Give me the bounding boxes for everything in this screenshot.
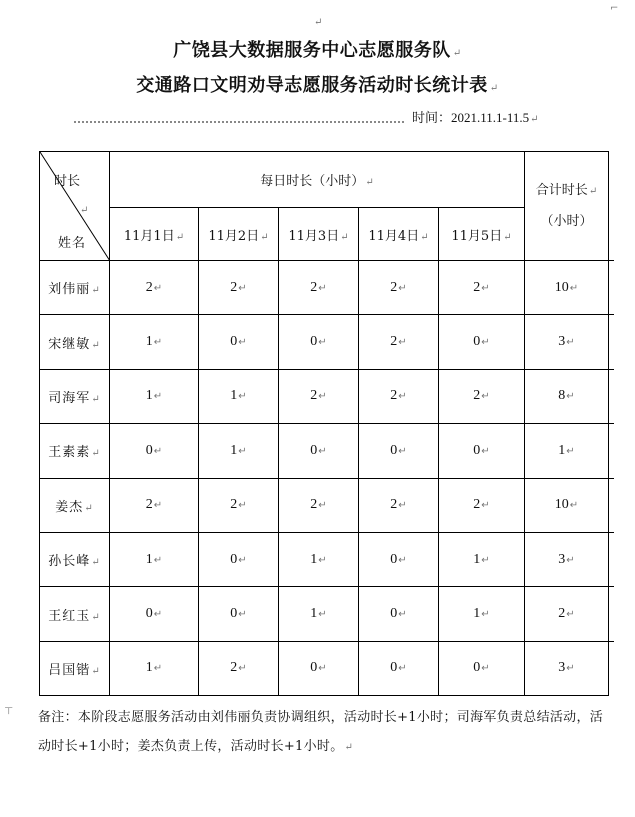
paragraph-mark: ↵ — [260, 231, 269, 243]
daily-hours-cell: 2↵ — [279, 261, 359, 315]
paragraph-mark: ↵ — [566, 663, 575, 675]
paragraph-mark: ↵ — [398, 500, 407, 512]
total-duration-header: 合计时长↵ （小时） — [525, 152, 609, 261]
paragraph-mark: ↵ — [481, 500, 490, 512]
paragraph-mark: ↵ — [91, 285, 101, 297]
total-hours-cell: 10↵ — [525, 261, 609, 315]
total-hours-cell: 3↵ — [525, 532, 609, 586]
row-end-mark — [608, 369, 614, 370]
daily-hours-cell: 2↵ — [279, 369, 359, 423]
daily-hours-cell: 2↵ — [439, 261, 525, 315]
daily-hours-cell: 1↵ — [110, 315, 199, 369]
paragraph-mark: ↵ — [566, 609, 575, 621]
paragraph-mark: ↵ — [398, 337, 407, 349]
table-row — [40, 315, 609, 369]
paragraph-mark: ↵ — [91, 665, 101, 677]
title-line-1: 广饶县大数据服务中心志愿服务队 ↵ — [173, 40, 462, 61]
daily-hours-cell: 0↵ — [199, 532, 279, 586]
volunteer-name: 王红玉↵ — [40, 587, 110, 641]
daily-hours-cell: 2↵ — [359, 261, 439, 315]
paragraph-mark: ↵ — [153, 609, 163, 621]
paragraph-mark: ↵ — [153, 554, 163, 566]
row-end-mark — [608, 478, 614, 479]
paragraph-mark: ↵ — [481, 391, 490, 403]
paragraph-mark: ↵ — [569, 282, 579, 294]
total-hours-cell: 8↵ — [525, 369, 609, 423]
volunteer-name: 姜杰↵ — [40, 478, 110, 532]
daily-hours-cell: 1↵ — [110, 532, 199, 586]
volunteer-name: 孙长峰↵ — [40, 532, 110, 586]
table-row — [40, 369, 609, 423]
paragraph-mark: ↵ — [175, 231, 185, 243]
table-row — [40, 261, 609, 315]
day-header-row — [40, 208, 609, 261]
daily-hours-cell: 2↵ — [439, 478, 525, 532]
paragraph-mark: ↵ — [398, 554, 407, 566]
corner-header — [40, 152, 110, 261]
daily-hours-cell: 2↵ — [110, 478, 199, 532]
paragraph-mark: ↵ — [84, 502, 94, 514]
daily-hours-cell: 2↵ — [199, 261, 279, 315]
table-row — [40, 532, 609, 586]
paragraph-mark: ↵ — [398, 609, 407, 621]
paragraph-mark: ↵ — [481, 445, 490, 457]
row-end-mark — [608, 641, 614, 642]
paragraph-mark: ↵ — [153, 663, 163, 675]
paragraph-mark: ↵ — [238, 337, 247, 349]
paragraph-mark: ↵ — [238, 282, 247, 294]
row-end-mark — [608, 260, 614, 261]
table-row — [40, 478, 609, 532]
daily-hours-cell: 0↵ — [199, 587, 279, 641]
volunteer-name: 司海军↵ — [40, 369, 110, 423]
paragraph-mark: ↵ — [318, 609, 327, 621]
paragraph-mark: ↵ — [238, 500, 247, 512]
daily-hours-cell: 1↵ — [110, 641, 199, 695]
paragraph-mark: ↵ — [566, 554, 575, 566]
row-end-mark — [608, 314, 614, 315]
paragraph-mark: ↵ — [566, 337, 575, 349]
paragraph-mark: ↵ — [153, 337, 163, 349]
row-end-mark — [608, 423, 614, 424]
daily-hours-cell: 2↵ — [199, 641, 279, 695]
corner-header-name: 姓名 — [58, 236, 87, 251]
paragraph-mark: ↵ — [91, 448, 101, 460]
paragraph-mark: ↵ — [318, 663, 327, 675]
row-end-mark — [608, 532, 614, 533]
daily-hours-cell: 2↵ — [439, 369, 525, 423]
paragraph-mark: ↵ — [398, 391, 407, 403]
daily-hours-cell: 0↵ — [359, 641, 439, 695]
daily-hours-cell: 0↵ — [439, 424, 525, 478]
daily-hours-cell: 0↵ — [359, 532, 439, 586]
paragraph-mark: ↵ — [566, 391, 575, 403]
daily-hours-cell: 2↵ — [279, 478, 359, 532]
corner-mark: ⌐ — [610, 3, 619, 14]
paragraph-mark: ↵ — [420, 231, 429, 243]
total-hours-cell: 1↵ — [525, 424, 609, 478]
paragraph-mark: ↵ — [318, 445, 327, 457]
paragraph-mark: ↵ — [566, 445, 575, 457]
paragraph-mark: ↵ — [318, 337, 327, 349]
paragraph-mark: ↵ — [238, 391, 247, 403]
date-range: 时间：2021.11.1-11.5↵ — [412, 110, 539, 126]
paragraph-mark: ↵ — [398, 663, 407, 675]
row-end-mark — [608, 586, 614, 587]
daily-hours-cell: 1↵ — [439, 532, 525, 586]
daily-hours-cell: 1↵ — [110, 369, 199, 423]
paragraph-mark: ↵ — [91, 393, 101, 405]
paragraph-mark: ↵ — [318, 391, 327, 403]
paragraph-mark: ↵ — [238, 445, 247, 457]
daily-hours-cell: 1↵ — [439, 587, 525, 641]
paragraph-mark: ↵ — [398, 282, 407, 294]
table-row — [40, 587, 609, 641]
day-header-5: 11月5日↵ — [439, 208, 525, 261]
paragraph-mark: ↵ — [91, 611, 101, 623]
paragraph-mark: ↵ — [481, 554, 490, 566]
paragraph-mark: ↵ — [153, 445, 163, 457]
daily-hours-cell: 0↵ — [199, 315, 279, 369]
day-header-2: 11月2日↵ — [199, 208, 279, 261]
daily-hours-cell: 0↵ — [279, 641, 359, 695]
paragraph-mark: ↵ — [569, 500, 579, 512]
paragraph-mark: ↵ — [398, 445, 407, 457]
paragraph-mark: ↵ — [153, 391, 163, 403]
daily-hours-cell: 0↵ — [279, 424, 359, 478]
paragraph-mark: ↵ — [238, 554, 247, 566]
daily-hours-cell: 2↵ — [359, 478, 439, 532]
paragraph-mark: ↵ — [318, 554, 327, 566]
total-hours-cell: 3↵ — [525, 641, 609, 695]
daily-hours-cell: 2↵ — [359, 369, 439, 423]
paragraph-mark: ↵ — [318, 282, 327, 294]
daily-hours-cell: 1↵ — [279, 587, 359, 641]
day-header-1: 11月1日↵ — [110, 208, 199, 261]
paragraph-mark: ↵ — [503, 231, 512, 243]
daily-hours-cell: 0↵ — [359, 587, 439, 641]
daily-hours-cell: 0↵ — [439, 315, 525, 369]
total-hours-cell: 3↵ — [525, 315, 609, 369]
title-line-2: 交通路口文明劝导志愿服务活动时长统计表 ↵ — [136, 75, 499, 96]
day-header-4: 11月4日↵ — [359, 208, 439, 261]
volunteer-name: 吕国锴↵ — [40, 641, 110, 695]
table-row — [40, 641, 609, 695]
paragraph-mark: ↵ — [153, 282, 163, 294]
paragraph-mark: ↵ — [318, 500, 327, 512]
daily-hours-cell: 2↵ — [359, 315, 439, 369]
table-row — [40, 424, 609, 478]
daily-hours-cell: 1↵ — [279, 532, 359, 586]
paragraph-mark: ↵ — [91, 339, 101, 351]
paragraph-mark: ↵ — [481, 663, 490, 675]
total-hours-cell: 2↵ — [525, 587, 609, 641]
total-hours-cell: 10↵ — [525, 478, 609, 532]
daily-hours-cell: 1↵ — [199, 424, 279, 478]
daily-hours-cell: 0↵ — [359, 424, 439, 478]
margin-mark: ⊤ — [4, 706, 14, 717]
daily-hours-cell: 0↵ — [110, 587, 199, 641]
paragraph-mark: ↵ — [238, 609, 247, 621]
daily-hours-cell: 0↵ — [279, 315, 359, 369]
daily-hours-cell: 1↵ — [199, 369, 279, 423]
duration-table — [39, 151, 609, 696]
daily-hours-cell: 0↵ — [110, 424, 199, 478]
daily-hours-cell: 0↵ — [439, 641, 525, 695]
paragraph-mark: ↵ — [80, 205, 89, 216]
daily-hours-cell: 2↵ — [110, 261, 199, 315]
paragraph-mark: ↵ — [481, 282, 490, 294]
paragraph-mark: ↵ — [91, 557, 101, 569]
paragraph-mark: ↵ — [153, 500, 163, 512]
paragraph-mark: ↵ — [481, 337, 490, 349]
daily-duration-header: 每日时长（小时）↵ — [110, 152, 525, 208]
volunteer-name: 宋继敏↵ — [40, 315, 110, 369]
daily-hours-cell: 2↵ — [199, 478, 279, 532]
paragraph-mark: ↵ — [314, 17, 323, 28]
paragraph-mark: ↵ — [238, 663, 247, 675]
corner-header-duration: 时长 — [54, 174, 81, 189]
volunteer-name: 刘伟丽↵ — [40, 261, 110, 315]
day-header-3: 11月3日↵ — [279, 208, 359, 261]
footnote: 备注：本阶段志愿服务活动由刘伟丽负责协调组织，活动时长+1小时；司海军负责总结活动，活动时长+1小时；姜杰负责上传，活动时长+1小时。↵ — [38, 710, 604, 754]
paragraph-mark: ↵ — [340, 231, 349, 243]
volunteer-name: 王素素↵ — [40, 424, 110, 478]
paragraph-mark: ↵ — [481, 609, 490, 621]
dotted-leader — [74, 121, 404, 123]
